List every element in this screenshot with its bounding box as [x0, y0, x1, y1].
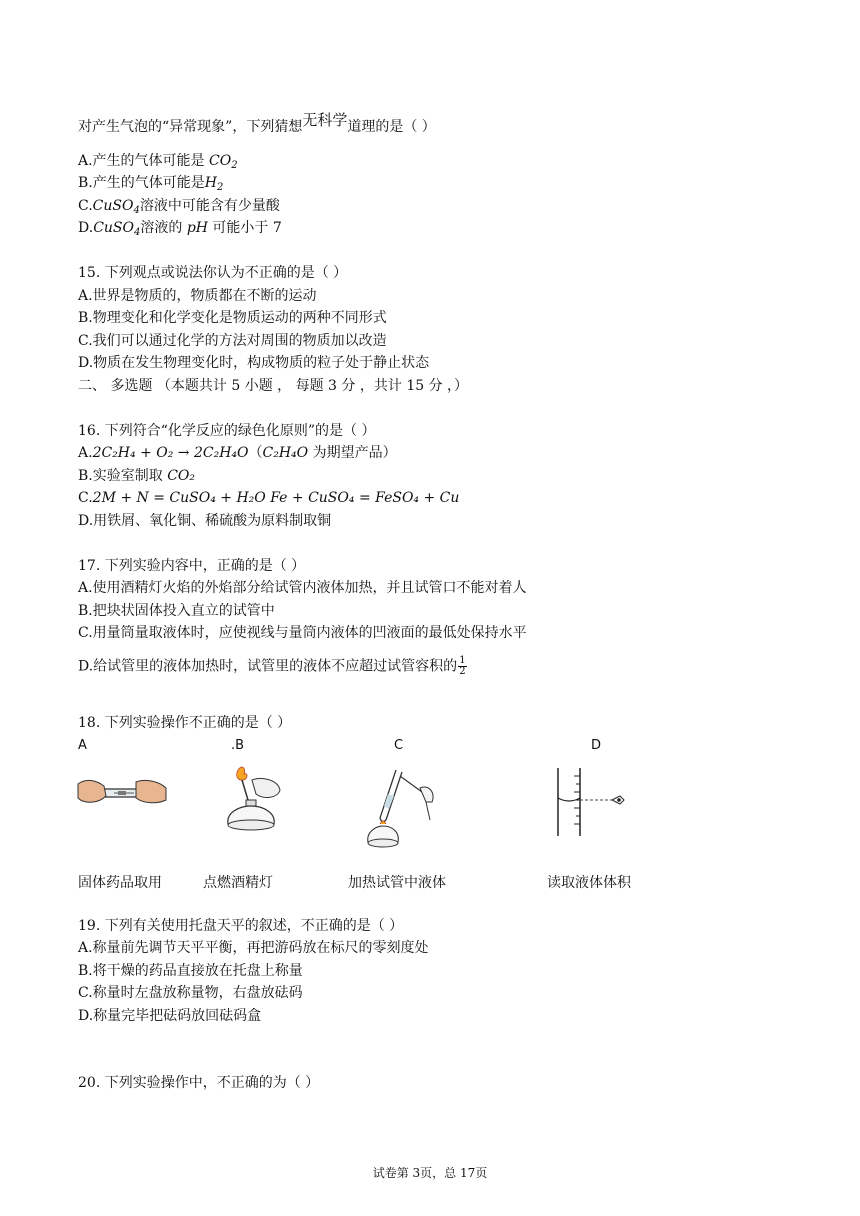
q18-label-c: C [394, 738, 404, 753]
q17-option-d: D.给试管里的液体加热时，试管里的液体不应超过试管容积的 $\frac{1}{2}$ [78, 655, 466, 677]
q18-label-d: D [591, 738, 602, 753]
q14-option-b: B.产生的气体可能是$H_2$ [78, 175, 224, 193]
q14-stem: 对产生气泡的“异常现象”，下列猜想无科学道理的是（ ） [78, 111, 436, 135]
q19-option-a: A.称量前先调节天平平衡，再把游码放在标尺的零刻度处 [78, 940, 429, 956]
q17-option-c: C.用量筒量取液体时，应使视线与量筒内液体的凹液面的最低处保持水平 [78, 625, 527, 641]
q19-stem: 19. 下列有关使用托盘天平的叙述，不正确的是（ ） [78, 918, 404, 934]
fraction-one-half: $\frac{1}{2}$ [459, 655, 466, 677]
q19-option-d: D.称量完毕把砝码放回砝码盒 [78, 1008, 262, 1024]
q18-stem: 18. 下列实验操作不正确的是（ ） [78, 715, 292, 731]
alcohol-lamp-icon [218, 762, 290, 838]
section-heading: 二、 多选题 （本题共计 5 小题 ， 每题 3 分 ，共计 15 分 ，） [78, 378, 469, 394]
q18-label-a: A [78, 738, 87, 753]
q17-stem: 17. 下列实验内容中，正确的是（ ） [78, 558, 306, 574]
q16-option-a: A.2C₂H₄ + O₂ → 2C₂H₄O（C₂H₄O 为期望产品） [78, 445, 397, 461]
q15-stem: 15. 下列观点或说法你认为不正确的是（ ） [78, 265, 348, 281]
q16-option-b: B.实验室制取 CO₂ [78, 468, 196, 484]
q19-option-c: C.称量时左盘放称量物，右盘放砝码 [78, 985, 303, 1001]
q15-option-c: C.我们可以通过化学的方法对周围的物质加以改造 [78, 333, 387, 349]
q18-caption-a: 固体药品取用 [78, 875, 162, 891]
q16-option-c: C.2M + N = CuSO₄ + H₂O Fe + CuSO₄ = FeSO₄ + Cu [78, 490, 460, 506]
q18-caption-c: 加热试管中液体 [348, 875, 446, 891]
q18-caption-d: 读取液体体积 [547, 875, 631, 891]
q14-option-c: C.CuSO$_4$溶液中可能含有少量酸 [78, 198, 280, 216]
hands-test-tube-icon [74, 762, 170, 822]
q18-caption-b: 点燃酒精灯 [203, 875, 273, 891]
q15-option-b: B.物理变化和化学变化是物质运动的两种不同形式 [78, 310, 387, 326]
q14-option-a: A.产生的气体可能是 $CO_2$ [78, 153, 238, 171]
heating-test-tube-icon [360, 762, 442, 850]
q15-option-d: D.物质在发生物理变化时，构成物质的粒子处于静止状态 [78, 355, 430, 371]
q16-option-d: D.用铁屑、氧化铜、稀硫酸为原料制取铜 [78, 513, 332, 529]
q16-stem: 16. 下列符合“化学反应的绿色化原则”的是（ ） [78, 423, 376, 439]
graduated-cylinder-eye-icon [550, 762, 630, 840]
q19-option-b: B.将干燥的药品直接放在托盘上称量 [78, 963, 303, 979]
q17-option-b: B.把块状固体投入直立的试管中 [78, 603, 275, 619]
q17-option-a: A.使用酒精灯火焰的外焰部分给试管内液体加热，并且试管口不能对着人 [78, 580, 527, 596]
q20-stem: 20. 下列实验操作中，不正确的为（ ） [78, 1075, 320, 1091]
page-footer: 试卷第 3页，总 17页 [372, 1166, 488, 1180]
q14-option-d: D.CuSO$_4$溶液的 pH 可能小于 7 [78, 220, 282, 238]
q15-option-a: A.世界是物质的，物质都在不断的运动 [78, 288, 317, 304]
q18-label-b: .B [231, 738, 245, 753]
